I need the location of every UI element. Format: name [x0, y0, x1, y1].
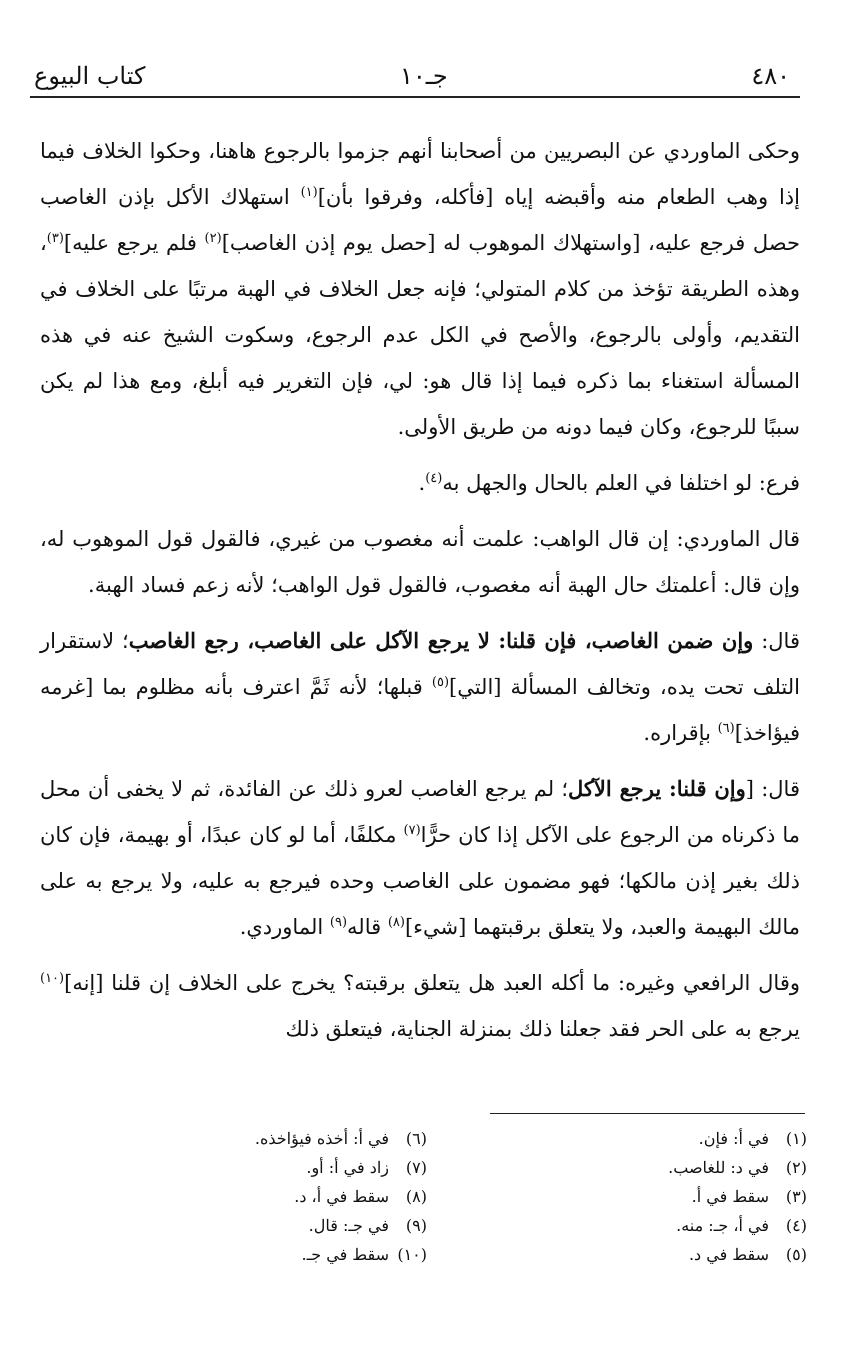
footnote-number: (١)	[785, 1129, 807, 1148]
paragraph-spacer	[40, 950, 800, 960]
paragraph	[40, 960, 800, 1052]
footnote-text: في أ: أخذه فيؤاخذه.	[254, 1129, 389, 1148]
text-segment: قال:	[753, 629, 800, 653]
footnote-number: (٦)	[405, 1129, 427, 1148]
footnote-number: (١٠)	[397, 1245, 427, 1264]
paragraph	[40, 516, 800, 608]
footnote-text: في جـ: قال.	[308, 1216, 389, 1235]
volume-label: جـ١٠	[400, 62, 448, 90]
footnote-number: (٩)	[405, 1216, 427, 1235]
text-segment: يرجع به على الحر فقد جعلنا ذلك بمنزلة الجناية، فيتعلق ذلك	[285, 1017, 800, 1041]
text-segment: ؛ لم يرجع الغاصب لعرو ذلك عن الفائدة، ثم لا يخفى أن محل ما ذكرناه من الرجوع على الآكل إذا كان حرًّا	[40, 777, 800, 847]
footnote-text: سقط في جـ.	[301, 1245, 389, 1264]
footnote-separator	[490, 1113, 805, 1114]
footnotes-left-column	[255, 1124, 427, 1269]
text-segment: وقال الرافعي وغيره: ما أكله العبد هل يتعلق برقبته؟ يخرج على الخلاف إن قلنا [إنه]	[64, 971, 800, 995]
footnote-item	[255, 1153, 427, 1182]
paragraph-spacer	[40, 450, 800, 460]
text-segment: الماوردي.	[239, 915, 330, 939]
book-title: كتاب البيوع	[34, 62, 146, 90]
paragraph	[40, 128, 800, 450]
text-segment: فلم يرجع عليه]	[63, 231, 205, 255]
footnote-item	[668, 1153, 807, 1182]
footnote-item	[668, 1211, 807, 1240]
text-segment: ؛ لاستقرار التلف تحت يده، وتخالف المسألة [التي]	[40, 629, 800, 699]
bold-text: وإن قلنا: يرجع الآكل	[568, 776, 746, 801]
paragraph-spacer	[40, 608, 800, 618]
paragraph	[40, 618, 800, 756]
text-segment: بإقراره.	[643, 721, 718, 745]
footnote-number: (٤)	[785, 1216, 807, 1235]
footnote-ref: (١٠)	[40, 971, 65, 986]
footnote-text: في د: للغاصب.	[668, 1158, 769, 1177]
paragraph-spacer	[40, 506, 800, 516]
text-segment: قبلها؛ لأنه ثَمَّ اعترف بأنه مظلوم بما [غرمه فيؤاخذ]	[40, 675, 800, 745]
footnote-text: زاد في أ: أو.	[306, 1158, 389, 1177]
footnote-item	[255, 1182, 427, 1211]
footnote-ref: (٨)	[387, 915, 405, 930]
footnote-item	[255, 1240, 427, 1269]
text-segment: قال الماوردي: إن قال الواهب: علمت أنه مغصوب من غيري، فالقول قول الموهوب له، وإن قال: أعلمتك حال الهبة أنه مغصوب، فالقول قول الواهب؛ لأنه زعم فساد الهبة.	[40, 527, 800, 597]
footnote-ref: (٣)	[46, 231, 64, 246]
paragraph	[40, 460, 800, 506]
footnote-number: (٣)	[785, 1187, 807, 1206]
text-segment: قال: [	[745, 777, 800, 801]
footnote-text: سقط في أ.	[691, 1187, 769, 1206]
footnote-text: سقط في د.	[688, 1245, 769, 1264]
text-segment: قاله	[347, 915, 388, 939]
text-segment: .	[418, 471, 426, 495]
footnote-number: (٢)	[785, 1158, 807, 1177]
footnote-ref: (٦)	[717, 721, 735, 736]
footnote-ref: (٧)	[403, 823, 421, 838]
footnote-item	[255, 1124, 427, 1153]
text-segment: مكلفًا، أما لو كان عبدًا، أو بهيمة، فإن كان ذلك بغير إذن مالكها؛ فهو مضمون على الغاصب وحده فيرجع به عليه، ولا يرجع به على مالك البهيمة والعبد، ولا يتعلق برقبتهما [شيء]	[40, 823, 800, 939]
footnote-text: سقط في أ، د.	[294, 1187, 389, 1206]
main-text	[40, 128, 800, 1052]
footnote-item	[668, 1124, 807, 1153]
footnote-item	[255, 1211, 427, 1240]
footnote-item	[668, 1182, 807, 1211]
footnotes-right-column	[668, 1124, 807, 1269]
footnote-number: (٧)	[405, 1158, 427, 1177]
footnote-ref: (٤)	[425, 471, 443, 486]
footnote-number: (٨)	[405, 1187, 427, 1206]
text-segment: وحكى الماوردي عن البصريين من أصحابنا أنهم جزموا بالرجوع هاهنا، وحكوا الخلاف فيما إذا وهب الطعام منه وأقبضه إياه [فأكله، وفرقوا بأن]	[40, 139, 800, 209]
page-number: ٤٨٠	[751, 62, 790, 90]
page-header	[30, 56, 800, 98]
footnote-ref: (٢)	[204, 231, 222, 246]
text-segment: فرع: لو اختلفا في العلم بالحال والجهل به	[442, 471, 800, 495]
footnote-number: (٥)	[785, 1245, 807, 1264]
footnote-ref: (٥)	[431, 675, 450, 690]
footnote-ref: (٩)	[329, 915, 348, 930]
paragraph-spacer	[40, 756, 800, 766]
footnote-text: في أ: فإن.	[698, 1129, 769, 1148]
paragraph	[40, 766, 800, 950]
footnote-ref: (١)	[300, 185, 318, 200]
text-segment: استهلاك الأكل بإذن الغاصب حصل فرجع عليه، [واستهلاك الموهوب له [حصل يوم إذن الغاصب]	[40, 185, 800, 255]
footnote-item	[668, 1240, 807, 1269]
bold-text: وإن ضمن الغاصب، فإن قلنا: لا يرجع الآكل على الغاصب، رجع الغاصب	[128, 628, 754, 653]
footnote-text: في أ، جـ: منه.	[676, 1216, 769, 1235]
text-segment: ، وهذه الطريقة تؤخذ من كلام المتولي؛ فإنه جعل الخلاف في الهبة مرتبًا على الخلاف في التقديم، وأولى بالرجوع، والأصح في الكل عدم الرجوع، وسكوت الشيخ عنه في هذه المسألة استغناء بما ذكره فيما إذا قال هو: لي، فإن التغرير فيه أبلغ، ومع هذا لم يكن سببًا للرجوع، وكان فيما دونه من طريق الأولى.	[40, 231, 800, 439]
